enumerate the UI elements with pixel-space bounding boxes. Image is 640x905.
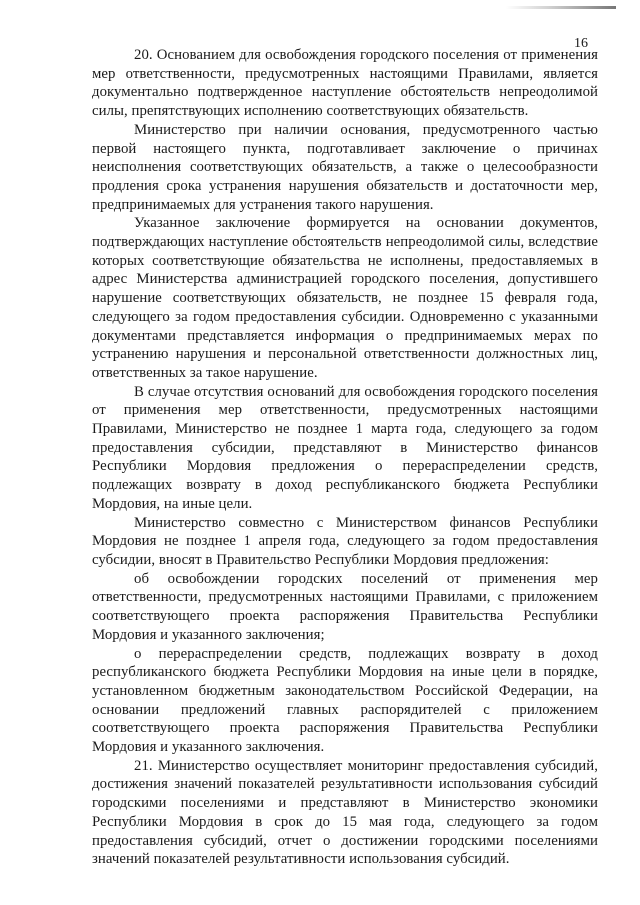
page-number: 16 [574,36,588,51]
paragraph-clause-21: 21. Министерство осуществляет мониторинг предоставления субсидий, достижения значений показателей результативности использования субсидий городскими поселениями и представляют в Министерство экономики Республики Мордовия в срок до 15 мая года, следующего за годом предоставления субсидий, отчет о достижении городскими поселениями значений показателей результативности использования субсидий. [92,757,598,868]
document-body [92,46,598,869]
scan-artifact [506,6,616,9]
paragraph-proposal-exemption: об освобождении городских поселений от применения мер ответственности, предусмотренных настоящими Правилами, с приложением соответствующего проекта распоряжения Правительства Республики Мордовия и указанного заключения; [92,570,598,643]
paragraph-conclusion-basis: Указанное заключение формируется на основании документов, подтверждающих наступление обстоятельств непреодолимой силы, вследствие которых соответствующие обязательства не исполнены, предоставляемых в адрес Министерства администрацией городского поселения, допустившего нарушение соответствующих обязательств, не позднее 15 февраля года, следующего за годом предоставления субсидии. Одновременно с указанными документами представляется информация о предпринимаемых мерах по устранению нарушения и персональной ответственности должностных лиц, ответственных за такое нарушение. [92,215,598,381]
paragraph-no-grounds: В случае отсутствия оснований для освобождения городского поселения от применения мер ответственности, предусмотренных настоящими Правилами, Министерство не позднее 1 марта года, следующего за годом предоставления субсидии, представляют в Министерство финансов Республики Мордовия предложения о перераспределении средств, подлежащих возврату в доход республиканского бюджета Республики Мордовия, на иные цели. [92,383,598,512]
paragraph-joint-proposals: Министерство совместно с Министерством финансов Республики Мордовия не позднее 1 апреля года, следующего за годом предоставления субсидии, вносят в Правительство Республики Мордовия предложения: [92,514,598,568]
paragraph-clause-20: 20. Основанием для освобождения городского поселения от применения мер ответственности, предусмотренных настоящими Правилами, является документально подтвержденное наступление обстоятельств непреодолимой силы, препятствующих исполнению соответствующих обязательств. [92,47,598,120]
paragraph-proposal-redistribution: о перераспределении средств, подлежащих возврату в доход республиканского бюджета Республики Мордовия на иные цели в порядке, установленном бюджетным законодательством Российской Федерации, на основании предложений главных распорядителей с приложением соответствующего проекта распоряжения Правительства Республики Мордовия и указанного заключения. [92,645,598,756]
paragraph-ministry-conclusion: Министерство при наличии основания, предусмотренного частью первой настоящего пункта, подготавливает заключение о причинах неисполнения соответствующих обязательств, а также о целесообразности продления срока устранения нарушения обязательств и достаточности мер, предпринимаемых для устранения такого нарушения. [92,121,598,213]
